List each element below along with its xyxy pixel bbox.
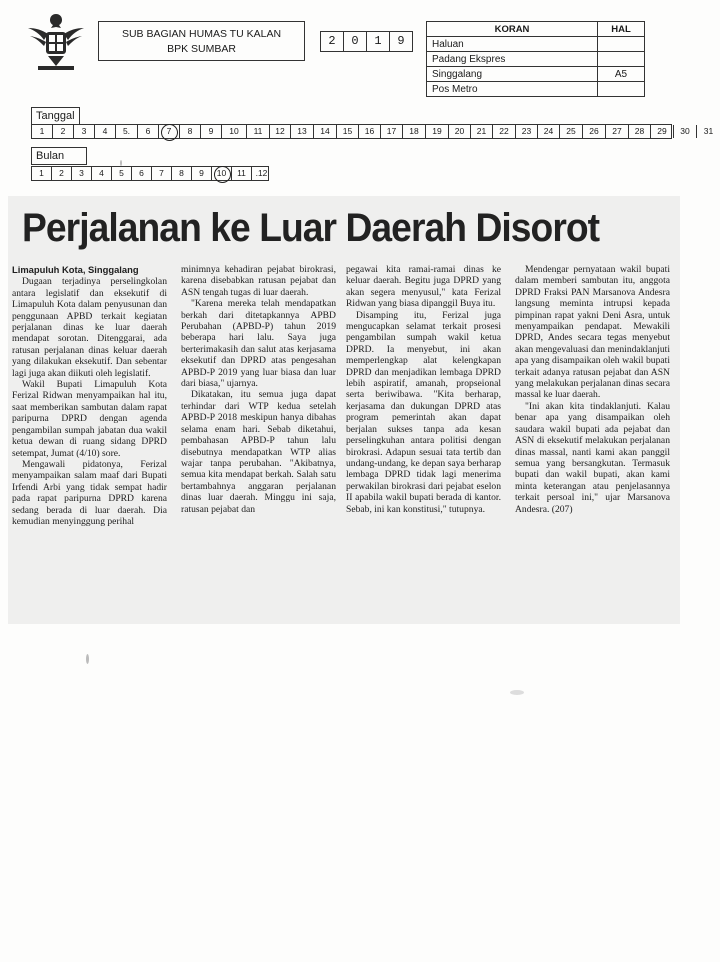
table-row (427, 67, 645, 82)
year-box (320, 31, 413, 52)
day-cell: 1 (32, 125, 53, 138)
article-dateline: Limapuluh Kota, Singgalang (12, 264, 139, 275)
day-cell: 14 (314, 125, 337, 138)
month-cell: 10 (212, 167, 232, 180)
article-column-3 (346, 264, 501, 515)
day-cell: 21 (471, 125, 493, 138)
koran-name: Haluan (427, 37, 598, 52)
month-cell: 11 (232, 167, 252, 180)
koran-hal: A5 (598, 67, 645, 82)
year-digit: 9 (397, 34, 405, 48)
article-paragraph: Dugaan terjadinya perselingkolan antara legislatif dan eksekutif di Limapuluh Kota dalam penyusunan dan penggunaan APBD terkait kegiatan perjalanan dinas ke luar daerah mendapat sorotan. Ditenggarai, ada ratusan perjalanan dinas keluar daerah yang dilakukan eksekutif. Dan sebentar lagi juga akan diikuti oleh legislatif. (12, 276, 167, 379)
day-cell: 27 (606, 125, 629, 138)
day-cell: 2 (53, 125, 74, 138)
scan-speck (86, 654, 89, 664)
month-cell: 8 (172, 167, 192, 180)
koran-hal (598, 52, 645, 67)
day-cell: 31 (703, 126, 714, 136)
koran-hal (598, 37, 645, 52)
day-cell: 9 (201, 125, 222, 138)
article-paragraph: Dikatakan, itu semua juga dapat terhindar dari WTP kedua setelah APBD-P 2018 meskipun hanya dibahas selama enam hari. Sebab diketahui, pembahasan APBD-P tahun lalu disebutnya mendapatkan WTP alias wajar tanpa perubahan. "Akibatnya, semua kita mendapat berkah. Salah satu bertambahnya anggaran perjalanan dinas luar daerah. Minggu ini saja, ratusan pejabat dan (181, 389, 336, 515)
table-row (427, 52, 645, 67)
month-cell: 9 (192, 167, 212, 180)
day-cell: 19 (426, 125, 449, 138)
day-cell: 3 (74, 125, 95, 138)
table-row (427, 82, 645, 97)
article-paragraph: "Ini akan kita tindaklanjuti. Kalau benar apa yang disampaikan oleh saudara wakil bupati ada pejabat dan ASN di eksekutif melakukan perjalanan dinas massal, nanti kami akan panggil semua yang bersangkutan. Termasuk bupati dan wakil bupati, akan kami minta keterangan atau penjelasannya terkait persoal ini," ujar Marsanova Andesra. (207) (515, 400, 670, 515)
day-cell: 20 (449, 125, 471, 138)
article-paragraph: Mengawali pidatonya, Ferizal menyampaikan salam maaf dari Bupati Irfendi Arbi yang tidak sempat hadir pada rapat paripurna DPRD karena sedang berada di luar daerah. Dia kemudian menyinggung perihal (12, 458, 167, 527)
article-column-2 (181, 264, 336, 515)
month-cell: 4 (92, 167, 112, 180)
month-cell: 3 (72, 167, 92, 180)
scan-speck (510, 690, 524, 695)
day-cell: 17 (381, 125, 403, 138)
month-cell: 1 (32, 167, 52, 180)
scan-speck (120, 160, 122, 166)
koran-name: Singgalang (427, 67, 598, 82)
day-cell: 12 (270, 125, 291, 138)
koran-name: Padang Ekspres (427, 52, 598, 67)
article-paragraph: Disamping itu, Ferizal juga mengucapkan selamat terkait prosesi pengambilan sumpah wakil ketua DPRD. Ia menyebut, ini akan memperlengkap alat kelengkapan DPRD dan menjadikan lembaga DPRD lebih aspiratif, amanah, propseional serta beriwibawa. "Kita berharap, kerjasama dan dukungan DPRD atas program pemerintah akan dapat berjalan sukses tanpa ada kesan perselingkuhan antara politisi dengan birokrasi. Adapun sesuai tata tertib dan undang-undang, ke depan saya berharap lembaga DPRD tidak lagi menerima perwakilan birokrasi dari pejabat eselon II apabila wakil bupati berada di kantor. Sebab, ini kan konstitusi," tutupnya. (346, 309, 501, 515)
newspaper-table (426, 21, 645, 97)
day-cell: 28 (629, 125, 651, 138)
office-line-1: SUB BAGIAN HUMAS TU KALAN (121, 28, 282, 40)
year-digit: 1 (367, 32, 390, 51)
day-cell: 5. (116, 125, 138, 138)
day-cell: 6 (138, 125, 159, 138)
office-line-2: BPK SUMBAR (167, 43, 236, 55)
day-cell: 16 (359, 125, 381, 138)
koran-hal (598, 82, 645, 97)
day-cell: 13 (291, 125, 314, 138)
hal-header: HAL (598, 22, 645, 37)
garuda-emblem-logo (24, 8, 88, 80)
day-cell: 26 (583, 125, 606, 138)
article-paragraph: Wakil Bupati Limapuluh Kota Ferizal Ridwan menyampaikan hal itu, saat memberikan sambutan dalam rapat paripurna DPRD dengan agenda pengambilan sumpah jabatan dua wakil ketua dewan di ruang sidang DPRD setempat, Jumat (4/10) sore. (12, 379, 167, 459)
article-column-1 (12, 264, 167, 527)
month-cell: 5 (112, 167, 132, 180)
year-digit: 0 (344, 32, 367, 51)
article-paragraph: pegawai kita ramai-ramai dinas ke keluar daerah. Begitu juga DPRD yang akan segera menyusul," kata Ferizal Ridwan yang biasa dipanggil Buya itu. (346, 264, 501, 310)
month-cell: 2 (52, 167, 72, 180)
day-cell: 8 (180, 125, 201, 138)
day-cell: 10 (222, 125, 247, 138)
day-strip (31, 124, 714, 139)
article-paragraph: Mendengar pernyataan wakil bupati dalam memberi sambutan itu, anggota DPRD Fraksi PAN Marsanova Andesra langsung meminta intrupsi kepada pimpinan rapat yakni Deni Asra, untuk menyampaikan pendapat. Mewakili DPRD, Andes secara tegas menyebut akan mengevaluasi dan menindaklanjuti apa yang disampaikan oleh wakil bupati terkait adanya ratusan pejabat dan ASN yang melakukan perjalanan dinas secara massal ke luar daerah. (515, 264, 670, 401)
year-digit: 2 (321, 32, 344, 51)
day-cell: 15 (337, 125, 359, 138)
day-cell: 4 (95, 125, 116, 138)
day-cell: 18 (403, 125, 426, 138)
koran-name: Pos Metro (427, 82, 598, 97)
article-column-4 (515, 264, 670, 515)
day-cell: 25 (560, 125, 583, 138)
article-paragraph: minimnya kehadiran pejabat birokrasi, karena disebabkan ratusan pejabat dan ASN tengah tugas di luar daerah. (181, 264, 336, 298)
day-cell: 29 (651, 125, 674, 138)
month-cell: 6 (132, 167, 152, 180)
koran-header: KORAN (427, 22, 598, 37)
month-cell: 7 (152, 167, 172, 180)
day-cell: 30 (674, 125, 697, 138)
month-cell: .12 (255, 168, 268, 178)
article-paragraph: "Karena mereka telah mendapatkan berkah dari ditetapkannya APBD Perubahan (APBD-P) tahun 2019 beberapa hari lalu. Saya juga berterimakasih dan salut atas kerjasama eksekutif dan DPRD atas pengesahan APBD-P 2019 yang luar biasa dan luar dari biasa," ujarnya. (181, 298, 336, 390)
article-headline: Perjalanan ke Luar Daerah Disorot (22, 206, 600, 250)
day-cell: 22 (493, 125, 516, 138)
day-cell: 7 (159, 125, 180, 138)
office-label-box (98, 21, 305, 61)
day-cell: 23 (516, 125, 538, 138)
day-cell: 24 (538, 125, 560, 138)
day-cell: 11 (247, 125, 270, 138)
bulan-label: Bulan (31, 147, 87, 165)
month-strip (31, 166, 269, 181)
tanggal-label: Tanggal (31, 107, 80, 125)
table-row (427, 37, 645, 52)
